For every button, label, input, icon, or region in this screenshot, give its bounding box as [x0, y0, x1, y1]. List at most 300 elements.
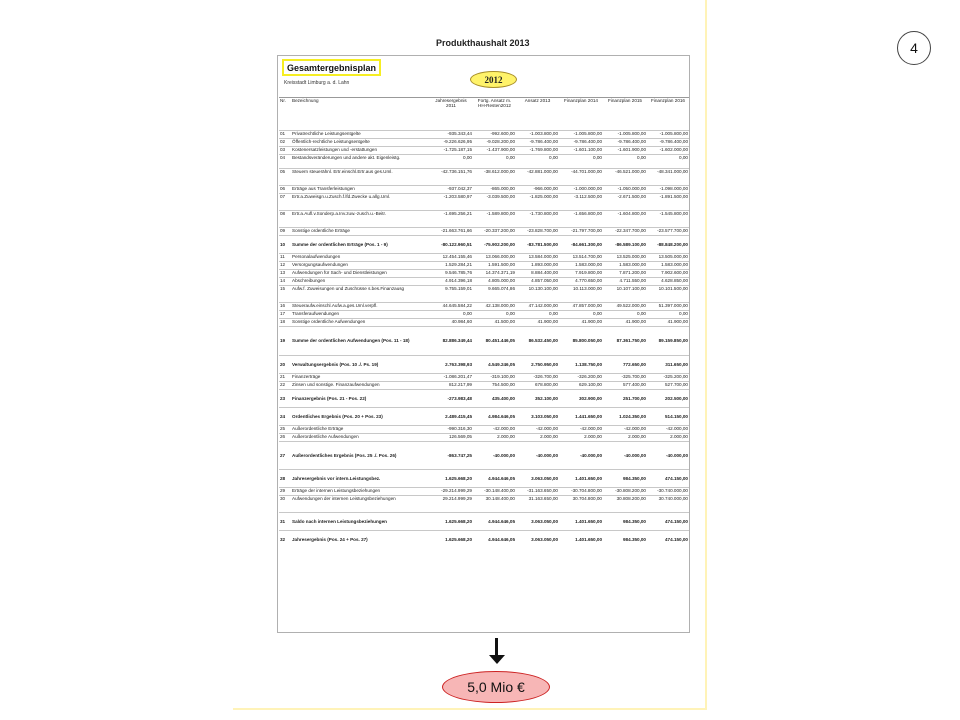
value-cell: 7.902.600,00 [647, 270, 689, 278]
table-row [279, 186, 689, 194]
value-cell: -9.786.400,00 [603, 139, 647, 147]
row-number-cell: 19 [279, 327, 291, 356]
row-number-cell: 05 [279, 169, 291, 186]
value-cell: -1.730.800,00 [516, 211, 559, 228]
value-cell: 13.514.700,00 [559, 254, 603, 262]
value-cell: 1.441.650,00 [559, 408, 603, 426]
value-cell: -30.148.400,00 [473, 488, 516, 496]
value-cell: 2.750.950,00 [516, 356, 559, 374]
value-cell: 251.700,00 [603, 390, 647, 408]
value-cell: -3.039.500,00 [473, 194, 516, 211]
value-cell: 202.500,00 [647, 390, 689, 408]
value-cell: -23.577.700,00 [647, 228, 689, 236]
value-cell: -1.437.900,00 [473, 147, 516, 155]
row-label-cell: Summe der ordentlichen Erträge (Pos. 1 - 9) [291, 236, 429, 254]
value-cell: 87.361.750,00 [603, 327, 647, 356]
value-cell: 41.900,00 [603, 319, 647, 327]
value-cell: 984.350,00 [603, 531, 647, 549]
value-cell: 0,00 [603, 155, 647, 169]
value-cell: 7.871.200,00 [603, 270, 647, 278]
row-number-cell: 30 [279, 496, 291, 513]
column-header: Bezeichnung [291, 98, 429, 131]
value-cell: -1.050.000,00 [603, 186, 647, 194]
value-cell: -273.983,48 [429, 390, 473, 408]
value-cell: 678.800,00 [516, 382, 559, 390]
column-header: Fortg. Ansatz m. HH-Resten2012 [473, 98, 516, 131]
row-label-cell: Saldo nach internen Leistungsbeziehungen [291, 513, 429, 531]
row-label-cell: Jahresergebnis (Pos. 24 + Pos. 27) [291, 531, 429, 549]
value-cell: -319.100,00 [473, 374, 516, 382]
value-cell: -1.769.800,00 [516, 147, 559, 155]
value-cell: 0,00 [516, 311, 559, 319]
result-callout: 5,0 Mio € [442, 671, 550, 703]
table-row [279, 311, 689, 319]
row-number-cell: 13 [279, 270, 291, 278]
table-row [279, 356, 689, 374]
value-cell: 0,00 [559, 155, 603, 169]
value-cell: -1.656.800,00 [559, 211, 603, 228]
value-cell: 3.103.050,00 [516, 408, 559, 426]
row-number-cell: 11 [279, 254, 291, 262]
value-cell: -38.612.000,00 [473, 169, 516, 186]
municipality-label: Kreisstadt Limburg a. d. Lahn [284, 80, 350, 86]
table-row [279, 319, 689, 327]
row-number-cell: 22 [279, 382, 291, 390]
value-cell: -46.521.000,00 [603, 169, 647, 186]
value-cell: 4.770.650,00 [559, 278, 603, 286]
value-cell: 1.583.000,00 [559, 262, 603, 270]
value-cell: -80.122.960,51 [429, 236, 473, 254]
row-number-cell: 20 [279, 356, 291, 374]
value-cell: -1.005.800,00 [603, 131, 647, 139]
table-row [279, 194, 689, 211]
row-label-cell: Transferaufwendungen [291, 311, 429, 319]
row-label-cell: Zinsen und sonstige. Finanzaufwendungen [291, 382, 429, 390]
value-cell: 29.214.999,29 [429, 496, 473, 513]
value-cell: 4.944.646,05 [473, 531, 516, 549]
row-number-cell: 07 [279, 194, 291, 211]
value-cell: 4.944.646,05 [473, 470, 516, 488]
table-row [279, 169, 689, 186]
value-cell: 2.489.415,45 [429, 408, 473, 426]
value-cell: -966.000,00 [516, 186, 559, 194]
row-label-cell: Außerordentliche Aufwendungen [291, 434, 429, 442]
row-label-cell: Abschreibungen [291, 278, 429, 286]
table-row [279, 513, 689, 531]
value-cell: 0,00 [603, 311, 647, 319]
value-cell: 0,00 [429, 311, 473, 319]
value-cell: 1.583.000,00 [647, 262, 689, 270]
row-label-cell: Aufwendungen für Sach- und Dienstleistungen [291, 270, 429, 278]
row-number-cell: 10 [279, 236, 291, 254]
row-label-cell: Steueraufw.einschl.Aufw.a.ges.Uml.verpfl. [291, 303, 429, 311]
value-cell: -1.005.800,00 [647, 131, 689, 139]
value-cell: -1.545.800,00 [647, 211, 689, 228]
row-label-cell: Steuern steuerähnl. Ertr.einschl.Ertr.aus ges.Uml. [291, 169, 429, 186]
row-number-cell: 24 [279, 408, 291, 426]
value-cell: 4.549.246,05 [473, 356, 516, 374]
row-number-cell: 12 [279, 262, 291, 270]
value-cell: 754.500,00 [473, 382, 516, 390]
column-header: Nr. [279, 98, 291, 131]
column-header: Ansatz 2013 [516, 98, 559, 131]
row-number-cell: 02 [279, 139, 291, 147]
value-cell: -20.337.200,00 [473, 228, 516, 236]
value-cell: 47.142.000,00 [516, 303, 559, 311]
value-cell: -21.663.761,66 [429, 228, 473, 236]
value-cell: -31.163.650,00 [516, 488, 559, 496]
value-cell: -86.589.100,00 [603, 236, 647, 254]
value-cell: 527.700,00 [647, 382, 689, 390]
row-label-cell: Jahresergebnis vor intern.Leistungsbez. [291, 470, 429, 488]
table-row [279, 286, 689, 303]
document-title: Produkthaushalt 2013 [436, 38, 530, 48]
row-label-cell: Aufwendungen der internen Leistungsbeziehungen [291, 496, 429, 513]
table-row [279, 211, 689, 228]
value-cell: 126.569,05 [429, 434, 473, 442]
table-row [279, 131, 689, 139]
row-label-cell: Finanzergebnis (Pos. 21 - Pos. 22) [291, 390, 429, 408]
value-cell: 10.113.000,00 [559, 286, 603, 303]
row-number-cell: 16 [279, 303, 291, 311]
value-cell: 2.000,00 [647, 434, 689, 442]
table-row [279, 434, 689, 442]
table-row [279, 262, 689, 270]
value-cell: 0,00 [473, 311, 516, 319]
table-row [279, 270, 689, 278]
row-label-cell: Versorgungsaufwendungen [291, 262, 429, 270]
value-cell: -1.003.800,00 [516, 131, 559, 139]
value-cell: -1.000.000,00 [559, 186, 603, 194]
table-row [279, 236, 689, 254]
value-cell: 12.454.155,46 [429, 254, 473, 262]
value-cell: 1.625.668,20 [429, 513, 473, 531]
value-cell: 1.591.500,00 [473, 262, 516, 270]
row-number-cell: 09 [279, 228, 291, 236]
value-cell: -30.704.800,00 [559, 488, 603, 496]
value-cell: 4.914.396,18 [429, 278, 473, 286]
value-cell: 40.984,60 [429, 319, 473, 327]
value-cell: 2.763.398,93 [429, 356, 473, 374]
value-cell: 474.150,00 [647, 470, 689, 488]
row-number-cell: 31 [279, 513, 291, 531]
value-cell: 31.163.650,00 [516, 496, 559, 513]
table-row [279, 470, 689, 488]
value-cell: 474.150,00 [647, 531, 689, 549]
row-number-cell: 28 [279, 470, 291, 488]
value-cell: 10.101.500,00 [647, 286, 689, 303]
table-row [279, 303, 689, 311]
value-cell: -9.786.400,00 [516, 139, 559, 147]
value-cell: 10.107.100,00 [603, 286, 647, 303]
value-cell: 3.063.050,00 [516, 531, 559, 549]
value-cell: 44.645.584,22 [429, 303, 473, 311]
value-cell: 3.063.050,00 [516, 513, 559, 531]
column-header: Finanzplan 2014 [559, 98, 603, 131]
value-cell: 4.944.646,05 [473, 513, 516, 531]
row-number-cell: 01 [279, 131, 291, 139]
value-cell: 772.650,00 [603, 356, 647, 374]
value-cell: 1.583.000,00 [603, 262, 647, 270]
value-cell: 4.805.000,00 [473, 278, 516, 286]
table-row [279, 155, 689, 169]
row-label-cell: Sonstige ordentliche Aufwendungen [291, 319, 429, 327]
value-cell: 984.350,00 [603, 470, 647, 488]
row-number-cell: 23 [279, 390, 291, 408]
row-number-cell: 04 [279, 155, 291, 169]
value-cell: 13.505.000,00 [647, 254, 689, 262]
row-label-cell: Ertr.a.Aufl.v.Sonderp.a.Inv.zuw.-zusch.u.-Beitr. [291, 211, 429, 228]
value-cell: 1.529.284,21 [429, 262, 473, 270]
row-number-cell: 03 [279, 147, 291, 155]
value-cell: -88.848.200,00 [647, 236, 689, 254]
value-cell: -2.671.500,00 [603, 194, 647, 211]
table-row [279, 496, 689, 513]
row-number-cell: 27 [279, 442, 291, 470]
value-cell: 0,00 [647, 155, 689, 169]
column-header: Finanzplan 2016 [647, 98, 689, 131]
value-cell: 4.711.550,00 [603, 278, 647, 286]
table-row [279, 327, 689, 356]
table-body [279, 131, 689, 549]
value-cell: 9.546.785,76 [429, 270, 473, 278]
value-cell: -23.828.700,00 [516, 228, 559, 236]
table-row [279, 147, 689, 155]
value-cell: -83.781.500,00 [516, 236, 559, 254]
value-cell: 435.400,00 [473, 390, 516, 408]
value-cell: 49.522.000,00 [603, 303, 647, 311]
row-number-cell: 32 [279, 531, 291, 549]
value-cell: 4.984.646,05 [473, 408, 516, 426]
value-cell: 13.584.000,00 [516, 254, 559, 262]
value-cell: -29.214.999,29 [429, 488, 473, 496]
value-cell: -21.797.700,00 [559, 228, 603, 236]
value-cell: 14.374.371,19 [473, 270, 516, 278]
value-cell: 0,00 [516, 155, 559, 169]
value-cell: 514.150,00 [647, 408, 689, 426]
value-cell: 9.665.074,86 [473, 286, 516, 303]
value-cell: 30.148.400,00 [473, 496, 516, 513]
value-cell: 0,00 [473, 155, 516, 169]
value-cell: -30.740.000,00 [647, 488, 689, 496]
value-cell: 10.130.100,00 [516, 286, 559, 303]
value-cell: -40.000,00 [559, 442, 603, 470]
row-number-cell: 14 [279, 278, 291, 286]
value-cell: 629.100,00 [559, 382, 603, 390]
value-cell: -75.902.200,00 [473, 236, 516, 254]
table-row [279, 374, 689, 382]
value-cell: -1.589.800,00 [473, 211, 516, 228]
row-label-cell: Außerordentliche Erträge [291, 426, 429, 434]
value-cell: -40.000,00 [516, 442, 559, 470]
value-cell: 577.400,00 [603, 382, 647, 390]
value-cell: 41.900,00 [647, 319, 689, 327]
table-row [279, 382, 689, 390]
value-cell: -42.000,00 [647, 426, 689, 434]
value-cell: 1.401.650,00 [559, 531, 603, 549]
row-number-cell: 25 [279, 426, 291, 434]
row-number-cell: 17 [279, 311, 291, 319]
value-cell: -40.000,00 [647, 442, 689, 470]
value-cell: 984.350,00 [603, 513, 647, 531]
value-cell: -44.701.000,00 [559, 169, 603, 186]
value-cell: -42.000,00 [473, 426, 516, 434]
row-label-cell: Ertr.a.Zuweisgn.u.Zusch.f.lfd.Zwecke u.allg.Uml. [291, 194, 429, 211]
value-cell: -42.736.151,76 [429, 169, 473, 186]
value-cell: 1.625.668,20 [429, 531, 473, 549]
value-cell: -42.000,00 [603, 426, 647, 434]
value-cell: 82.886.349,44 [429, 327, 473, 356]
value-cell: 4.628.850,00 [647, 278, 689, 286]
row-label-cell: Finanzerträge [291, 374, 429, 382]
value-cell: 3.063.050,00 [516, 470, 559, 488]
value-cell: -3.112.500,00 [559, 194, 603, 211]
row-number-cell: 15 [279, 286, 291, 303]
value-cell: 41.500,00 [473, 319, 516, 327]
value-cell: 85.800.050,00 [559, 327, 603, 356]
value-cell: -326.200,00 [559, 374, 603, 382]
row-label-cell: Außerordentliches Ergebnis (Pos. 25 ./. Pos. 26) [291, 442, 429, 470]
results-table [279, 97, 689, 549]
value-cell: 311.650,00 [647, 356, 689, 374]
value-cell: 42.138.000,00 [473, 303, 516, 311]
value-cell: -84.661.300,00 [559, 236, 603, 254]
value-cell: 8.884.400,00 [516, 270, 559, 278]
value-cell: 1.024.350,00 [603, 408, 647, 426]
value-cell: 9.755.159,01 [429, 286, 473, 303]
value-cell: -863.747,25 [429, 442, 473, 470]
value-cell: 1.625.668,20 [429, 470, 473, 488]
value-cell: -937.042,37 [429, 186, 473, 194]
value-cell: -990.316,30 [429, 426, 473, 434]
row-label-cell: Erträge aus Transferleistungen [291, 186, 429, 194]
value-cell: 41.900,00 [516, 319, 559, 327]
row-label-cell: Öffentlich-rechtliche Leistungsentgelte [291, 139, 429, 147]
table-row [279, 228, 689, 236]
value-cell: -9.028.200,00 [473, 139, 516, 147]
value-cell: 1.401.650,00 [559, 513, 603, 531]
value-cell: 2.000,00 [603, 434, 647, 442]
value-cell: -40.000,00 [603, 442, 647, 470]
value-cell: -48.341.000,00 [647, 169, 689, 186]
column-header: Jahresergebnis 2011 [429, 98, 473, 131]
table-row [279, 531, 689, 549]
row-label-cell: Kostenersatzleistungen und -erstattungen [291, 147, 429, 155]
value-cell: 1.893.000,00 [516, 262, 559, 270]
value-cell: -326.700,00 [516, 374, 559, 382]
value-cell: 30.808.200,00 [603, 496, 647, 513]
year-highlight-badge: 2012 [470, 71, 517, 88]
value-cell: -40.000,00 [473, 442, 516, 470]
value-cell: -992.600,00 [473, 131, 516, 139]
row-number-cell: 08 [279, 211, 291, 228]
value-cell: 2.000,00 [473, 434, 516, 442]
table-row [279, 426, 689, 434]
row-number-cell: 21 [279, 374, 291, 382]
row-label-cell: Ordentliches Ergebnis (Pos. 20 + Pos. 23) [291, 408, 429, 426]
value-cell: -1.098.000,00 [647, 186, 689, 194]
value-cell: 13.066.000,00 [473, 254, 516, 262]
table-row [279, 390, 689, 408]
table-row [279, 139, 689, 147]
table-header-row [279, 98, 689, 131]
value-cell: 13.525.000,00 [603, 254, 647, 262]
value-cell: 2.000,00 [559, 434, 603, 442]
value-cell: -325.200,00 [647, 374, 689, 382]
value-cell: -325.700,00 [603, 374, 647, 382]
value-cell: -865.000,00 [473, 186, 516, 194]
value-cell: -1.086.201,47 [429, 374, 473, 382]
value-cell: 86.532.450,00 [516, 327, 559, 356]
value-cell: -1.601.900,00 [603, 147, 647, 155]
table-row [279, 278, 689, 286]
value-cell: -42.000,00 [516, 426, 559, 434]
value-cell: -9.786.400,00 [559, 139, 603, 147]
table-row [279, 442, 689, 470]
row-number-cell: 29 [279, 488, 291, 496]
row-label-cell: Sonstige ordentliche Erträge [291, 228, 429, 236]
value-cell: -1.725.187,15 [429, 147, 473, 155]
value-cell: -1.695.256,21 [429, 211, 473, 228]
value-cell: 30.740.000,00 [647, 496, 689, 513]
row-label-cell: Verwaltungsergebnis (Pos. 10 ./. Ps. 19) [291, 356, 429, 374]
column-header: Finanzplan 2015 [603, 98, 647, 131]
value-cell: -42.881.000,00 [516, 169, 559, 186]
value-cell: -9.786.400,00 [647, 139, 689, 147]
value-cell: -42.000,00 [559, 426, 603, 434]
row-number-cell: 18 [279, 319, 291, 327]
row-label-cell: Personalaufwendungen [291, 254, 429, 262]
value-cell: 1.401.650,00 [559, 470, 603, 488]
value-cell: 302.900,00 [559, 390, 603, 408]
table-row [279, 488, 689, 496]
table-row [279, 408, 689, 426]
value-cell: -935.343,44 [429, 131, 473, 139]
value-cell: 0,00 [559, 311, 603, 319]
row-number-cell: 06 [279, 186, 291, 194]
slide-number-badge: 4 [897, 31, 931, 65]
value-cell: 812.217,99 [429, 382, 473, 390]
value-cell: 474.150,00 [647, 513, 689, 531]
value-cell: -1.203.580,97 [429, 194, 473, 211]
value-cell: 51.397.000,00 [647, 303, 689, 311]
value-cell: -1.891.500,00 [647, 194, 689, 211]
table-row [279, 254, 689, 262]
value-cell: 4.857.050,00 [516, 278, 559, 286]
value-cell: 41.900,00 [559, 319, 603, 327]
value-cell: 80.451.446,05 [473, 327, 516, 356]
value-cell: 0,00 [647, 311, 689, 319]
value-cell: 352.100,00 [516, 390, 559, 408]
row-label-cell: Bestandsveränderungen und andere akt. Eigenleistg. [291, 155, 429, 169]
value-cell: -1.005.800,00 [559, 131, 603, 139]
value-cell: -1.602.000,00 [647, 147, 689, 155]
value-cell: -1.604.800,00 [603, 211, 647, 228]
plan-title: Gesamtergebnisplan [282, 59, 381, 76]
value-cell: -30.808.200,00 [603, 488, 647, 496]
value-cell: 2.000,00 [516, 434, 559, 442]
value-cell: -9.226.626,95 [429, 139, 473, 147]
value-cell: 89.159.850,00 [647, 327, 689, 356]
value-cell: 30.704.800,00 [559, 496, 603, 513]
row-label-cell: Summe der ordentlichen Aufwendungen (Pos. 11 - 18) [291, 327, 429, 356]
row-label-cell: Erträge der internen Leistungsbeziehungen [291, 488, 429, 496]
value-cell: 7.919.800,00 [559, 270, 603, 278]
value-cell: 47.857.000,00 [559, 303, 603, 311]
value-cell: 0,00 [429, 155, 473, 169]
value-cell: -1.825.000,00 [516, 194, 559, 211]
value-cell: -1.601.100,00 [559, 147, 603, 155]
